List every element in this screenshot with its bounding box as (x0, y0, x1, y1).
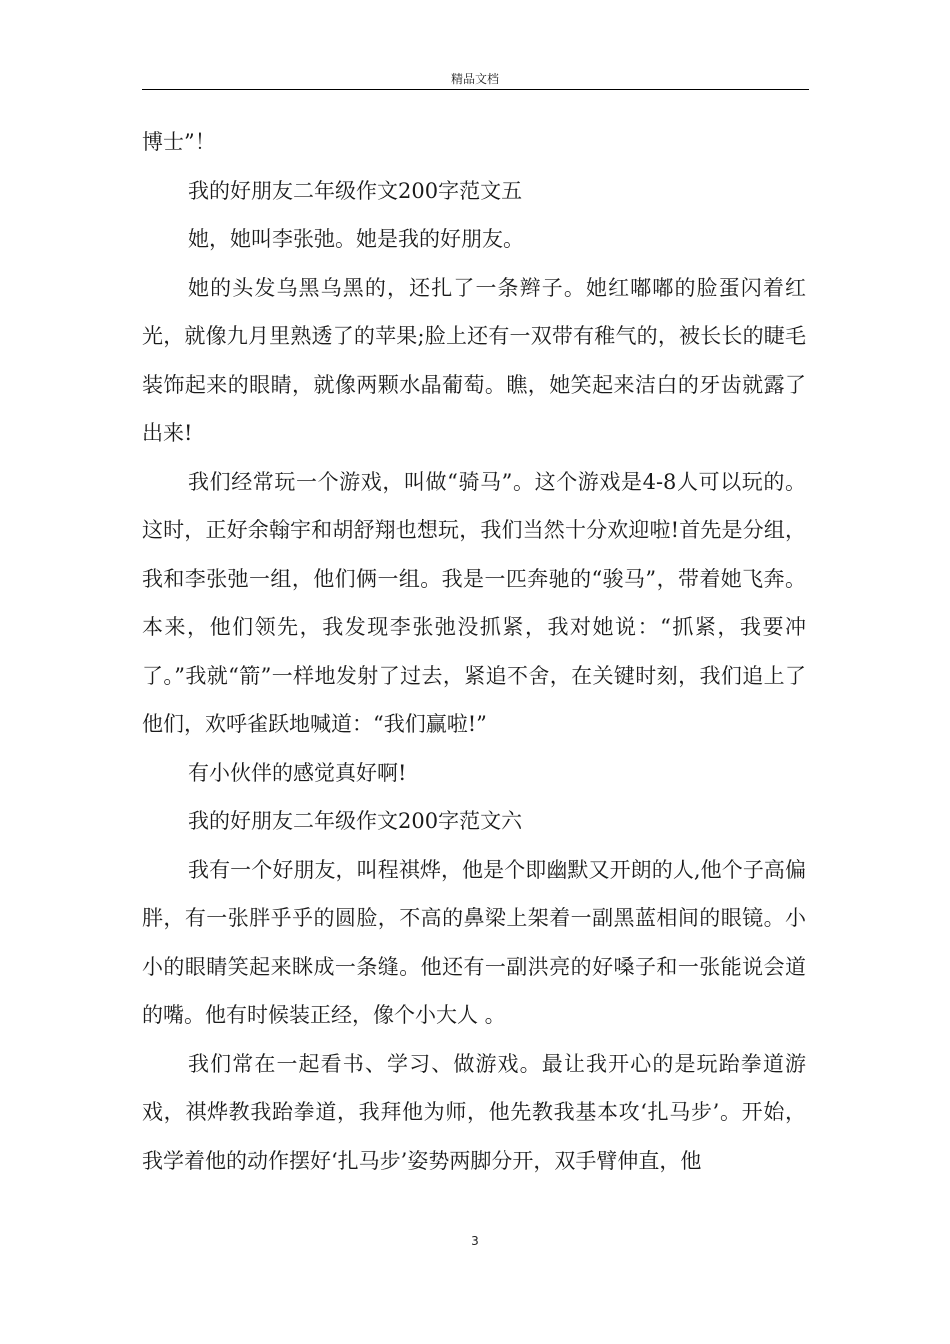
paragraph: 她的头发乌黑乌黑的，还扎了一条辫子。她红嘟嘟的脸蛋闪着红光，就像九月里熟透了的苹果;脸上还有一双带有稚气的，被长长的睫毛装饰起来的眼睛，就像两颗水晶葡萄。瞧，她笑起来洁白的牙齿就露了出来! (142, 275, 806, 445)
paragraph: 我们常在一起看书、学习、做游戏。最让我开心的是玩跆拳道游戏，祺烨教我跆拳道，我拜他为师，他先教我基本攻‘扎马步’。开始，我学着他的动作摆好‘扎马步’姿势两脚分开，双手臂伸直，他 (142, 1051, 806, 1173)
essay-heading: 我的好朋友二年级作文200字范文五 (188, 178, 523, 203)
paragraph: 有小伙伴的感觉真好啊! (188, 760, 407, 785)
paragraph: 她，她叫李张弛。她是我的好朋友。 (188, 227, 524, 251)
paragraph: 我有一个好朋友，叫程祺烨，他是个即幽默又开朗的人,他个子高偏胖，有一张胖乎乎的圆脸，不高的鼻梁上架着一副黑蓝相间的眼镜。小小的眼睛笑起来眯成一条缝。他还有一副洪亮的好嗓子和一张能说会道的嘴。他有时候装正经，像个小大人 。 (142, 857, 806, 1027)
paragraph: 博士”！ (142, 130, 216, 154)
essay-heading: 我的好朋友二年级作文200字范文六 (188, 809, 523, 833)
document-body (142, 118, 806, 1185)
page-header-title: 精品文档 (450, 72, 499, 86)
page-number: 3 (471, 1234, 479, 1248)
header-divider (142, 89, 809, 90)
paragraph: 我们经常玩一个游戏，叫做“骑马”。这个游戏是4-8人可以玩的。这时，正好余翰宇和胡舒翔也想玩，我们当然十分欢迎啦!首先是分组，我和李张弛一组，他们俩一组。我是一匹奔驰的“骏马”，带着她飞奔。本来，他们领先，我发现李张弛没抓紧，我对她说：“抓紧，我要冲了。”我就“箭”一样地发射了过去，紧追不舍，在关键时刻，我们追上了他们，欢呼雀跃地喊道：“我们赢啦!” (142, 469, 806, 736)
